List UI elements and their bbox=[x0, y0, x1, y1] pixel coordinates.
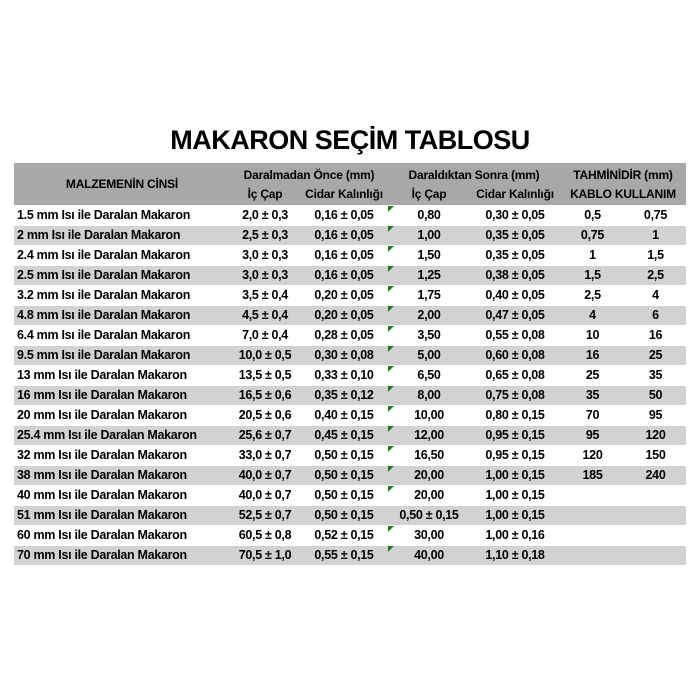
cell-kablo-max: 150 bbox=[645, 448, 666, 462]
cell-ic-cap-after bbox=[388, 226, 470, 245]
cell-kablo-min bbox=[560, 546, 625, 565]
cell-ic-cap-after bbox=[388, 306, 470, 325]
cell-kablo-max: 25 bbox=[648, 348, 663, 362]
cell-ic-cap-before: 3,5 ± 0,4 bbox=[242, 288, 288, 302]
cell-kablo-min: 1 bbox=[589, 248, 596, 262]
cell-kablo-min: 0,75 bbox=[580, 228, 605, 242]
cell-kablo-max: 1,5 bbox=[647, 248, 664, 262]
cell-ic-cap-before: 70,5 ± 1,0 bbox=[238, 548, 292, 562]
cell-cidar-after: 0,35 ± 0,05 bbox=[485, 248, 545, 262]
cell-kablo-max: 1 bbox=[652, 228, 659, 242]
cell-material: 2.5 mm Isı ile Daralan Makaron bbox=[17, 268, 191, 282]
cell-ic-cap-after-value: 2,00 bbox=[417, 308, 441, 322]
cell-material: 25.4 mm Isı ile Daralan Makaron bbox=[17, 428, 197, 442]
header-cidar-before: Cidar Kalınlığı bbox=[305, 187, 383, 201]
cell-material: 9.5 mm Isı ile Daralan Makaron bbox=[17, 348, 191, 362]
excel-error-indicator-icon bbox=[388, 546, 394, 552]
excel-error-indicator-icon bbox=[388, 406, 394, 412]
cell-ic-cap-after bbox=[388, 506, 470, 525]
cell-cidar-after: 0,55 ± 0,08 bbox=[485, 328, 545, 342]
cell-kablo-max: 240 bbox=[645, 468, 666, 482]
cell-kablo-min: 16 bbox=[585, 348, 600, 362]
cell-ic-cap-before: 33,0 ± 0,7 bbox=[238, 448, 292, 462]
cell-ic-cap-after-value: 1,25 bbox=[417, 268, 441, 282]
cell-ic-cap-after bbox=[388, 426, 470, 445]
cell-cidar-before: 0,28 ± 0,05 bbox=[314, 328, 374, 342]
header-subrow-after bbox=[388, 185, 560, 205]
cell-ic-cap-before: 16,5 ± 0,6 bbox=[238, 388, 292, 402]
cell-cidar-before: 0,50 ± 0,15 bbox=[314, 488, 374, 502]
cell-cidar-after: 0,40 ± 0,05 bbox=[485, 288, 545, 302]
cell-ic-cap-before: 10,0 ± 0,5 bbox=[238, 348, 292, 362]
cell-ic-cap-before: 40,0 ± 0,7 bbox=[238, 468, 292, 482]
cell-kablo-max: 95 bbox=[648, 408, 663, 422]
cell-material: 70 mm Isı ile Daralan Makaron bbox=[17, 548, 187, 562]
table-row bbox=[14, 246, 686, 266]
table-row bbox=[14, 426, 686, 446]
cell-ic-cap-after bbox=[388, 486, 470, 505]
excel-error-indicator-icon bbox=[388, 246, 394, 252]
excel-error-indicator-icon bbox=[388, 326, 394, 332]
cell-cidar-after: 0,80 ± 0,15 bbox=[485, 408, 545, 422]
header-group-estimate bbox=[560, 163, 686, 205]
table-row bbox=[14, 466, 686, 486]
table-row bbox=[14, 226, 686, 246]
cell-material: 32 mm Isı ile Daralan Makaron bbox=[17, 448, 187, 462]
cell-kablo-min bbox=[560, 526, 625, 545]
excel-error-indicator-icon bbox=[388, 446, 394, 452]
excel-error-indicator-icon bbox=[388, 286, 394, 292]
table-row bbox=[14, 546, 686, 566]
page-title: MAKARON SEÇİM TABLOSU bbox=[170, 125, 530, 155]
cell-kablo-max bbox=[625, 506, 686, 525]
header-group-after-label: Daraldıktan Sonra (mm) bbox=[408, 168, 540, 182]
cell-cidar-after: 0,38 ± 0,05 bbox=[485, 268, 545, 282]
cell-ic-cap-before: 40,0 ± 0,7 bbox=[238, 488, 292, 502]
excel-error-indicator-icon bbox=[388, 266, 394, 272]
cell-ic-cap-before: 3,0 ± 0,3 bbox=[242, 248, 288, 262]
cell-cidar-before: 0,16 ± 0,05 bbox=[314, 248, 374, 262]
cell-ic-cap-after-value: 3,50 bbox=[417, 328, 441, 342]
cell-ic-cap-after bbox=[388, 406, 470, 425]
cell-cidar-before: 0,20 ± 0,05 bbox=[314, 288, 374, 302]
cell-ic-cap-after bbox=[388, 206, 470, 225]
cell-ic-cap-after-value: 1,00 bbox=[417, 228, 441, 242]
cell-cidar-after: 0,65 ± 0,08 bbox=[485, 368, 545, 382]
cell-cidar-before: 0,55 ± 0,15 bbox=[314, 548, 374, 562]
excel-error-indicator-icon bbox=[388, 486, 394, 492]
cell-kablo-max bbox=[625, 486, 686, 505]
header-ic-cap-after: İç Çap bbox=[411, 187, 447, 201]
cell-cidar-before: 0,35 ± 0,12 bbox=[314, 388, 374, 402]
header-group-before-label: Daralmadan Önce (mm) bbox=[243, 168, 375, 182]
excel-error-indicator-icon bbox=[388, 226, 394, 232]
cell-kablo-max: 35 bbox=[648, 368, 663, 382]
header-kablo-kullanim: KABLO KULLANIM bbox=[570, 187, 676, 201]
cell-kablo-min: 95 bbox=[585, 428, 600, 442]
cell-cidar-before: 0,16 ± 0,05 bbox=[314, 228, 374, 242]
cell-kablo-min: 10 bbox=[585, 328, 600, 342]
cell-ic-cap-after-value: 6,50 bbox=[417, 368, 441, 382]
cell-material: 2.4 mm Isı ile Daralan Makaron bbox=[17, 248, 191, 262]
cell-ic-cap-before: 2,5 ± 0,3 bbox=[242, 228, 288, 242]
table-row bbox=[14, 486, 686, 506]
excel-error-indicator-icon bbox=[388, 466, 394, 472]
cell-kablo-min: 70 bbox=[585, 408, 600, 422]
cell-kablo-max: 4 bbox=[652, 288, 659, 302]
cell-cidar-after: 0,60 ± 0,08 bbox=[485, 348, 545, 362]
cell-kablo-min: 25 bbox=[585, 368, 600, 382]
cell-ic-cap-after bbox=[388, 386, 470, 405]
cell-material: 20 mm Isı ile Daralan Makaron bbox=[17, 408, 187, 422]
cell-ic-cap-after-value: 0,80 bbox=[417, 208, 441, 222]
header-group-before-shrink bbox=[230, 163, 388, 205]
cell-cidar-after: 0,95 ± 0,15 bbox=[485, 448, 545, 462]
cell-kablo-min: 120 bbox=[582, 448, 603, 462]
cell-material: 2 mm Isı ile Daralan Makaron bbox=[17, 228, 181, 242]
cell-ic-cap-after bbox=[388, 346, 470, 365]
cell-ic-cap-after bbox=[388, 266, 470, 285]
cell-cidar-before: 0,16 ± 0,05 bbox=[314, 208, 374, 222]
cell-ic-cap-before: 20,5 ± 0,6 bbox=[238, 408, 292, 422]
cell-ic-cap-before: 2,0 ± 0,3 bbox=[242, 208, 288, 222]
table-row bbox=[14, 326, 686, 346]
cell-cidar-before: 0,50 ± 0,15 bbox=[314, 448, 374, 462]
excel-error-indicator-icon bbox=[388, 426, 394, 432]
cell-kablo-max bbox=[625, 546, 686, 565]
cell-kablo-min bbox=[560, 506, 625, 525]
cell-cidar-after: 1,00 ± 0,15 bbox=[485, 508, 545, 522]
table-body bbox=[14, 206, 686, 566]
cell-kablo-max: 50 bbox=[648, 388, 663, 402]
cell-cidar-before: 0,20 ± 0,05 bbox=[314, 308, 374, 322]
table-header bbox=[14, 163, 686, 206]
cell-cidar-before: 0,30 ± 0,08 bbox=[314, 348, 374, 362]
cell-material: 3.2 mm Isı ile Daralan Makaron bbox=[17, 288, 191, 302]
cell-kablo-max: 0,75 bbox=[643, 208, 668, 222]
header-material-column: MALZEMENİN CİNSİ bbox=[65, 177, 179, 191]
cell-material: 13 mm Isı ile Daralan Makaron bbox=[17, 368, 187, 382]
cell-cidar-after: 0,35 ± 0,05 bbox=[485, 228, 545, 242]
cell-ic-cap-after-value: 16,50 bbox=[414, 448, 444, 462]
cell-ic-cap-after bbox=[388, 526, 470, 545]
cell-kablo-min: 2,5 bbox=[584, 288, 601, 302]
header-group-after-shrink bbox=[388, 163, 560, 205]
cell-kablo-max: 6 bbox=[652, 308, 659, 322]
cell-kablo-min: 4 bbox=[589, 308, 596, 322]
cell-ic-cap-after-value: 30,00 bbox=[414, 528, 444, 542]
header-group-estimate-label: TAHMİNİDİR (mm) bbox=[573, 168, 673, 182]
cell-ic-cap-after bbox=[388, 466, 470, 485]
cell-material: 40 mm Isı ile Daralan Makaron bbox=[17, 488, 187, 502]
cell-ic-cap-after-value: 5,00 bbox=[417, 348, 441, 362]
cell-cidar-before: 0,33 ± 0,10 bbox=[314, 368, 374, 382]
cell-kablo-min: 185 bbox=[582, 468, 603, 482]
cell-ic-cap-after-value: 1,75 bbox=[417, 288, 441, 302]
cell-ic-cap-after bbox=[388, 546, 470, 565]
cell-ic-cap-after-value: 1,50 bbox=[417, 248, 441, 262]
cell-ic-cap-after bbox=[388, 286, 470, 305]
makaron-selection-table bbox=[14, 163, 686, 566]
header-ic-cap-before: İç Çap bbox=[247, 187, 283, 201]
cell-cidar-before: 0,50 ± 0,15 bbox=[314, 508, 374, 522]
cell-cidar-before: 0,50 ± 0,15 bbox=[314, 468, 374, 482]
excel-error-indicator-icon bbox=[388, 346, 394, 352]
cell-kablo-max: 16 bbox=[648, 328, 663, 342]
cell-cidar-before: 0,52 ± 0,15 bbox=[314, 528, 374, 542]
cell-ic-cap-before: 60,5 ± 0,8 bbox=[238, 528, 292, 542]
cell-kablo-min: 1,5 bbox=[584, 268, 601, 282]
cell-ic-cap-after-value: 10,00 bbox=[414, 408, 444, 422]
cell-kablo-min bbox=[560, 486, 625, 505]
table-row bbox=[14, 266, 686, 286]
cell-ic-cap-after bbox=[388, 446, 470, 465]
table-row bbox=[14, 506, 686, 526]
excel-error-indicator-icon bbox=[388, 306, 394, 312]
cell-ic-cap-after-value: 8,00 bbox=[417, 388, 441, 402]
cell-kablo-min: 0,5 bbox=[584, 208, 601, 222]
cell-ic-cap-after bbox=[388, 326, 470, 345]
cell-cidar-after: 0,95 ± 0,15 bbox=[485, 428, 545, 442]
cell-kablo-max bbox=[625, 526, 686, 545]
excel-error-indicator-icon bbox=[388, 366, 394, 372]
header-subrow-before bbox=[230, 185, 388, 205]
cell-material: 51 mm Isı ile Daralan Makaron bbox=[17, 508, 187, 522]
excel-error-indicator-icon bbox=[388, 386, 394, 392]
table-row bbox=[14, 286, 686, 306]
cell-ic-cap-before: 52,5 ± 0,7 bbox=[238, 508, 292, 522]
cell-ic-cap-after-value: 20,00 bbox=[414, 488, 444, 502]
cell-ic-cap-after-value: 40,00 bbox=[414, 548, 444, 562]
cell-cidar-before: 0,45 ± 0,15 bbox=[314, 428, 374, 442]
cell-ic-cap-after bbox=[388, 366, 470, 385]
excel-error-indicator-icon bbox=[388, 526, 394, 532]
header-subrow-estimate bbox=[560, 185, 686, 205]
table-row bbox=[14, 346, 686, 366]
cell-material: 16 mm Isı ile Daralan Makaron bbox=[17, 388, 187, 402]
cell-cidar-after: 0,47 ± 0,05 bbox=[485, 308, 545, 322]
cell-cidar-after: 1,00 ± 0,15 bbox=[485, 468, 545, 482]
cell-cidar-before: 0,16 ± 0,05 bbox=[314, 268, 374, 282]
cell-cidar-after: 1,00 ± 0,15 bbox=[485, 488, 545, 502]
cell-material: 6.4 mm Isı ile Daralan Makaron bbox=[17, 328, 191, 342]
cell-cidar-before: 0,40 ± 0,15 bbox=[314, 408, 374, 422]
cell-cidar-after: 0,75 ± 0,08 bbox=[485, 388, 545, 402]
cell-kablo-min: 35 bbox=[585, 388, 600, 402]
table-row bbox=[14, 446, 686, 466]
table-row bbox=[14, 366, 686, 386]
cell-material: 4.8 mm Isı ile Daralan Makaron bbox=[17, 308, 191, 322]
cell-material: 60 mm Isı ile Daralan Makaron bbox=[17, 528, 187, 542]
table-row bbox=[14, 406, 686, 426]
cell-cidar-after: 1,10 ± 0,18 bbox=[485, 548, 545, 562]
cell-cidar-after: 0,30 ± 0,05 bbox=[485, 208, 545, 222]
cell-material: 1.5 mm Isı ile Daralan Makaron bbox=[17, 208, 191, 222]
cell-ic-cap-before: 25,6 ± 0,7 bbox=[238, 428, 292, 442]
cell-ic-cap-before: 13,5 ± 0,5 bbox=[238, 368, 292, 382]
table-row bbox=[14, 206, 686, 226]
table-row bbox=[14, 306, 686, 326]
cell-ic-cap-before: 7,0 ± 0,4 bbox=[242, 328, 288, 342]
excel-error-indicator-icon bbox=[388, 206, 394, 212]
cell-ic-cap-after-value: 0,50 ± 0,15 bbox=[399, 508, 459, 522]
cell-cidar-after: 1,00 ± 0,16 bbox=[485, 528, 545, 542]
cell-ic-cap-before: 3,0 ± 0,3 bbox=[242, 268, 288, 282]
header-cidar-after: Cidar Kalınlığı bbox=[476, 187, 554, 201]
cell-kablo-max: 120 bbox=[645, 428, 666, 442]
cell-ic-cap-after bbox=[388, 246, 470, 265]
cell-ic-cap-before: 4,5 ± 0,4 bbox=[242, 308, 288, 322]
cell-ic-cap-after-value: 12,00 bbox=[414, 428, 444, 442]
table-row bbox=[14, 526, 686, 546]
cell-material: 38 mm Isı ile Daralan Makaron bbox=[17, 468, 187, 482]
table-row bbox=[14, 386, 686, 406]
cell-kablo-max: 2,5 bbox=[647, 268, 664, 282]
cell-ic-cap-after-value: 20,00 bbox=[414, 468, 444, 482]
